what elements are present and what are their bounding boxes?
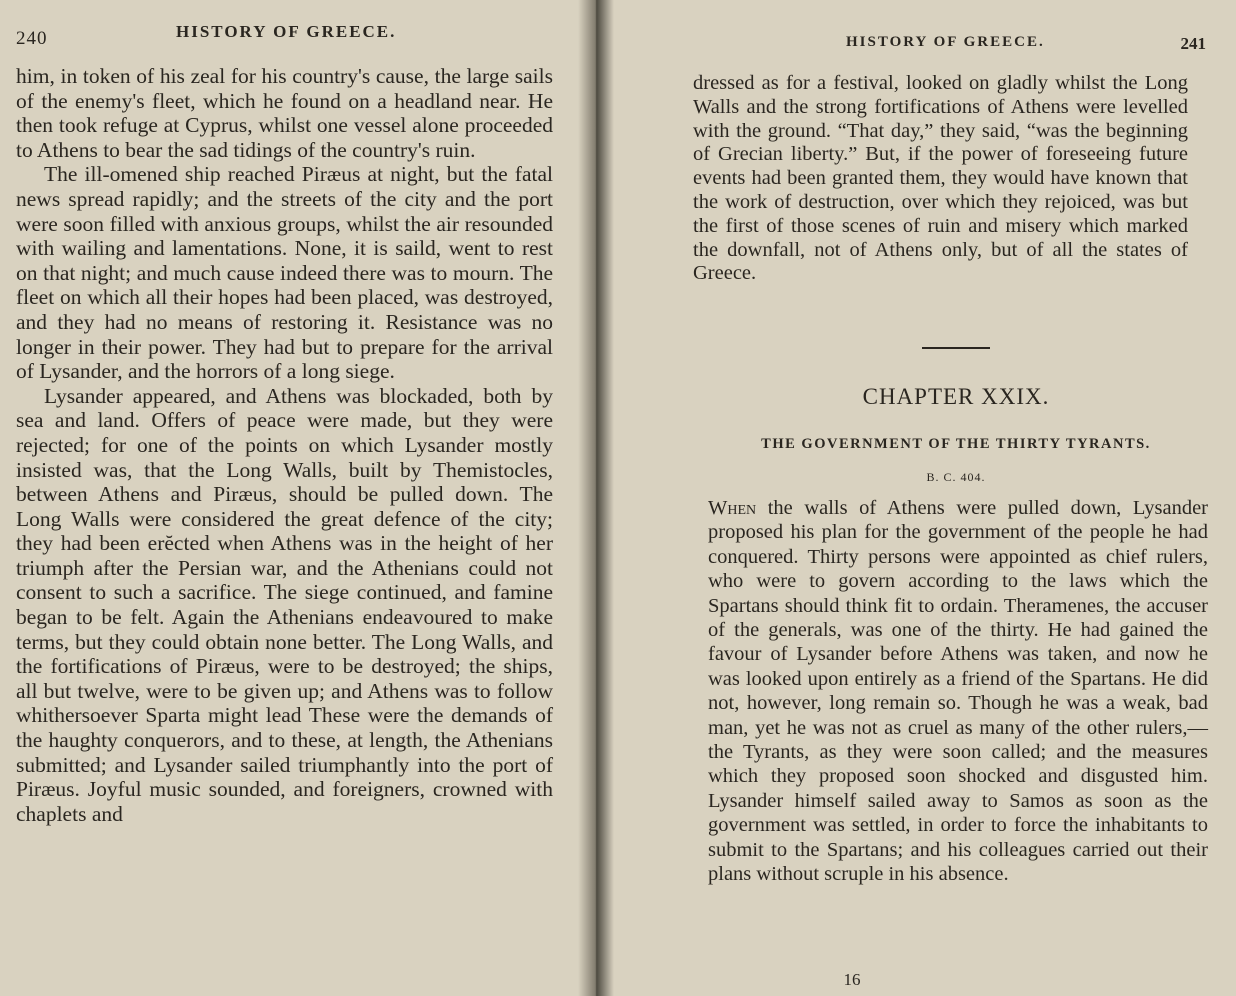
left-paragraph-1: him, in token of his zeal for his country's cause, the large sails of the enemy's fleet, which he found on a headland near. He then took refuge at Cyprus, whilst one vessel alone proceeded to Athens to bear the sad tidings of the country's ruin. [16,64,553,162]
chapter-heading: CHAPTER XXIX. [862,384,1050,409]
book-gutter [578,0,614,996]
right-page [596,0,1236,996]
left-paragraph-3: Lysander appeared, and Athens was blockaded, both by sea and land. Offers of peace were made, but they were rejected; for one of the points on which Lysander mostly insisted was, that the Long Walls, built by Themistocles, between Athens and Piræus, should be pulled down. The Long Walls were considered the great defence of the city; they had been erĕcted when Athens was in the height of her triumph after the Persian war, and the Athenians could not consent to such a sacrifice. The siege continued, and famine began to be felt. Again the Athenians endeavoured to make terms, but they could obtain none better. The Long Walls, and the fortifications of Piræus, were to be destroyed; the ships, all but twelve, were to be given up; and Athens was to follow whithersoever Sparta might lead These were the demands of the haughty conquerors, and to these, at length, the Athenians submitted; and Lysander sailed triumphantly into the port of Piræus. Joyful music sounded, and foreigners, crowned with chaplets and [16,383,553,826]
left-paragraph-2: The ill-omened ship reached Piræus at night, but the fatal news spread rapidly; and the streets of the city and the port were soon filled with anxious groups, whilst the air resounded with wailing and lamentations. None, it is saild, went to rest on that night; and much cause indeed there was to mourn. The fleet on which all their hopes had been placed, was destroyed, and they had no means of restoring it. Resistance was no longer in their power. They had but to prepare for the arrival of Lysander, and the horrors of a long siege. [16,162,553,384]
chapter-subtitle: THE GOVERNMENT OF THE THIRTY TYRANTS. [761,436,1151,452]
opening-word: When [708,497,757,519]
left-running-head [16,22,556,52]
left-page-number: 240 [16,28,48,49]
chapter-opening-paragraph [708,496,1208,887]
chapter-date: B. C. 404. [926,470,986,484]
left-page [0,0,596,996]
left-page-text [16,64,553,826]
right-continuation-text [693,72,1188,286]
signature-mark: 16 [843,970,861,989]
right-continuation-paragraph: dressed as for a festival, looked on gladly whilst the Long Walls and the strong fortifications of Athens were levelled with the ground. “That day,” they said, “was the beginning of Grecian liberty.” But, if the power of foreseeing future events had been granted them, they would have known that the work of destruction, over which they rejoiced, was but the first of those scenes of ruin and misery which marked the downfall, not of Athens only, but of all the states of Greece. [693,72,1188,285]
chapter-body-text [708,496,1208,887]
right-running-title: HISTORY OF GREECE. [846,34,1045,50]
chapter-body: the walls of Athens were pulled down, Lysander proposed his plan for the government of the people he had conquered. Thirty persons were appointed as chief rulers, who were to govern according to the laws which the Spartans should think fit to ordain. Theramenes, the accuser of the generals, was one of the thirty. He had gained the favour of Lysander before Athens was taken, and now he was looked upon entirely as a friend of the Spartans. He did not, however, long remain so. Though he was a weak, bad man, yet he was not as cruel as many of the other rulers,—the Tyrants, as they were soon called; and the measures which they proposed soon shocked and disgusted him. Lysander himself sailed away to Samos as soon as the government was settled, in order to force the inhabitants to submit to the Spartans; and his colleagues carried out their plans without scruple in his absence. [708,497,1208,886]
left-running-title: HISTORY OF GREECE. [176,22,397,41]
right-page-number: 241 [1180,34,1206,53]
right-running-head [846,34,1206,56]
section-divider-rule [922,347,990,349]
